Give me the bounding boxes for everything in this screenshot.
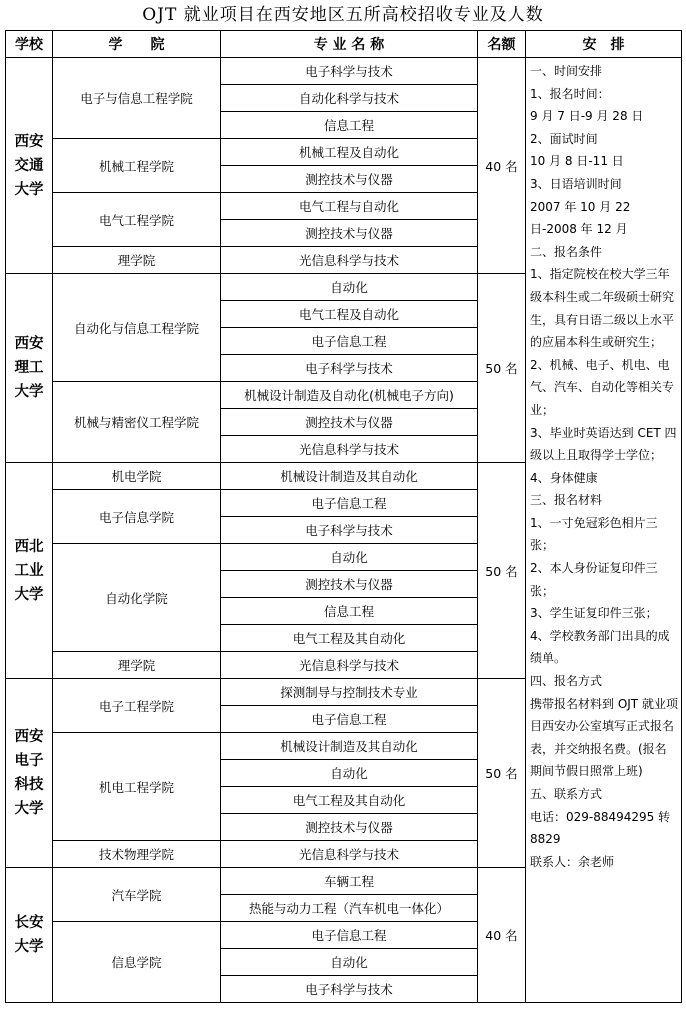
major-name: 测控技术与仪器	[221, 220, 478, 247]
quota: 50 名	[478, 274, 526, 463]
arrangement-line: 一、时间安排	[530, 64, 603, 78]
major-name: 车辆工程	[221, 868, 478, 895]
arrangement-line: 4、学校教务部门出具的成绩单。	[530, 628, 670, 666]
school-name-part: 西安	[14, 729, 44, 745]
major-name: 信息工程	[221, 112, 478, 139]
quota: 40 名	[478, 868, 526, 1003]
table-row	[6, 58, 682, 85]
college-name: 机电工程学院	[53, 733, 221, 841]
major-name: 自动化	[221, 274, 478, 301]
school-name-part: 大学	[14, 181, 44, 198]
college-name: 汽车学院	[53, 868, 221, 922]
arrangement-line: 1、报名时间：	[530, 86, 610, 101]
arrangement-line: 9 月 7 日-9 月 28 日	[530, 109, 644, 124]
college-name: 技术物理学院	[53, 841, 221, 868]
school-name	[6, 679, 53, 868]
school-name-part: 长安	[14, 915, 44, 931]
arrangement-line: 1、指定院校在校大学三年级本科生或二年级硕士研究生，具有日语二级以上水平的应届本科生或研究生；	[530, 267, 675, 350]
major-name: 机械设计制造及其自动化	[221, 733, 478, 760]
college-name: 理学院	[53, 652, 221, 679]
major-name: 测控技术与仪器	[221, 571, 478, 598]
arrangement-line: 2、面试时间	[530, 131, 598, 146]
major-name: 电子信息工程	[221, 328, 478, 355]
arrangement-line: 联系人：余老师	[530, 854, 615, 869]
major-name: 机械工程及自动化	[221, 139, 478, 166]
arrangement-line: 4、身体健康	[530, 470, 598, 485]
major-name: 自动化科学与技术	[221, 85, 478, 112]
arrangement-line: 3、日语培训时间	[530, 176, 622, 191]
header-major: 专 业 名 称	[221, 31, 478, 58]
table-body	[6, 58, 682, 1003]
major-name: 测控技术与仪器	[221, 166, 478, 193]
school-name-part: 大学	[14, 939, 44, 955]
school-name	[6, 868, 53, 1003]
college-name: 自动化与信息工程学院	[53, 274, 221, 382]
major-name: 热能与动力工程（汽车机电一体化）	[221, 895, 478, 922]
college-name: 机械与精密仪工程学院	[53, 382, 221, 463]
quota: 40 名	[478, 58, 526, 274]
arrangement-line: 五、联系方式	[530, 787, 603, 801]
major-name: 信息工程	[221, 598, 478, 625]
arrangement-line: 1、一寸免冠彩色相片三张；	[530, 515, 658, 553]
major-name: 光信息科学与技术	[221, 247, 478, 274]
major-name: 机械设计制造及自动化(机械电子方向)	[221, 382, 478, 409]
school-name-part: 大学	[14, 801, 44, 817]
college-name: 电子工程学院	[53, 679, 221, 733]
major-name: 测控技术与仪器	[221, 409, 478, 436]
major-name: 探测制导与控制技术专业	[221, 679, 478, 706]
major-name: 电子科学与技术	[221, 517, 478, 544]
college-name: 电子与信息工程学院	[53, 58, 221, 139]
college-name: 电气工程学院	[53, 193, 221, 247]
header-arrangement: 安 排	[526, 31, 682, 58]
major-name: 光信息科学与技术	[221, 436, 478, 463]
college-name: 自动化学院	[53, 544, 221, 652]
major-name: 电气工程及其自动化	[221, 787, 478, 814]
arrangement-line: 10 月 8 日-11 日	[530, 154, 624, 169]
school-name	[6, 58, 53, 274]
major-name: 电气工程及其自动化	[221, 625, 478, 652]
arrangement-line: 携带报名材料到 OJT 就业项目西安办公室填写正式报名表，并交纳报名费。(报名期间节假日照常上班)	[530, 696, 678, 779]
school-name	[6, 463, 53, 679]
arrangement-line: 四、报名方式	[530, 674, 603, 689]
arrangement-line: 2007 年 10 月 22 日-2008 年 12 月	[530, 199, 631, 237]
major-name: 测控技术与仪器	[221, 814, 478, 841]
major-name: 电子科学与技术	[221, 58, 478, 85]
school-name-part: 工业	[14, 562, 44, 579]
arrangement-line: 三、报名材料	[530, 493, 603, 508]
arrangement-line: 二、报名条件	[530, 244, 603, 259]
school-name-part: 西北	[14, 538, 44, 555]
school-name-part: 西安	[14, 133, 44, 150]
major-name: 电气工程与自动化	[221, 193, 478, 220]
school-name-part: 大学	[14, 384, 44, 400]
major-name: 电子科学与技术	[221, 355, 478, 382]
school-name-part: 大学	[14, 586, 44, 603]
college-name: 理学院	[53, 247, 221, 274]
major-name: 光信息科学与技术	[221, 841, 478, 868]
major-name: 自动化	[221, 760, 478, 787]
arrangement-line: 2、机械、电子、机电、电气、汽车、自动化等相关专业；	[530, 357, 675, 417]
arrangement-line: 3、毕业时英语达到 CET 四级以上且取得学士学位；	[530, 425, 677, 463]
header-school: 学校	[6, 31, 53, 58]
enrollment-table	[5, 30, 682, 1003]
header-row	[6, 31, 682, 58]
school-name-part: 交通	[14, 157, 44, 174]
college-name: 信息学院	[53, 922, 221, 1003]
college-name: 机械工程学院	[53, 139, 221, 193]
major-name: 机械设计制造及其自动化	[221, 463, 478, 490]
header-quota: 名额	[478, 31, 526, 58]
major-name: 自动化	[221, 544, 478, 571]
major-name: 电子科学与技术	[221, 976, 478, 1003]
school-name	[6, 274, 53, 463]
school-name-part: 理工	[14, 360, 44, 376]
arrangement-notes	[526, 58, 682, 1003]
page-title: OJT 就业项目在西安地区五所高校招收专业及人数	[142, 5, 544, 25]
college-name: 电子信息学院	[53, 490, 221, 544]
header-college: 学 院	[53, 31, 221, 58]
school-name-part: 电子	[14, 753, 44, 769]
major-name: 电子信息工程	[221, 490, 478, 517]
major-name: 自动化	[221, 949, 478, 976]
quota: 50 名	[478, 679, 526, 868]
school-name-part: 西安	[14, 336, 44, 352]
major-name: 电子信息工程	[221, 706, 478, 733]
arrangement-line: 电话：029-88494295 转 8829	[530, 809, 671, 847]
major-name: 电子信息工程	[221, 922, 478, 949]
major-name: 电气工程及自动化	[221, 301, 478, 328]
quota: 50 名	[478, 463, 526, 679]
arrangement-line: 2、本人身份证复印件三张；	[530, 561, 658, 598]
arrangement-line: 3、学生证复印件三张；	[530, 606, 658, 621]
college-name: 机电学院	[53, 463, 221, 490]
school-name-part: 科技	[14, 777, 44, 793]
major-name: 光信息科学与技术	[221, 652, 478, 679]
